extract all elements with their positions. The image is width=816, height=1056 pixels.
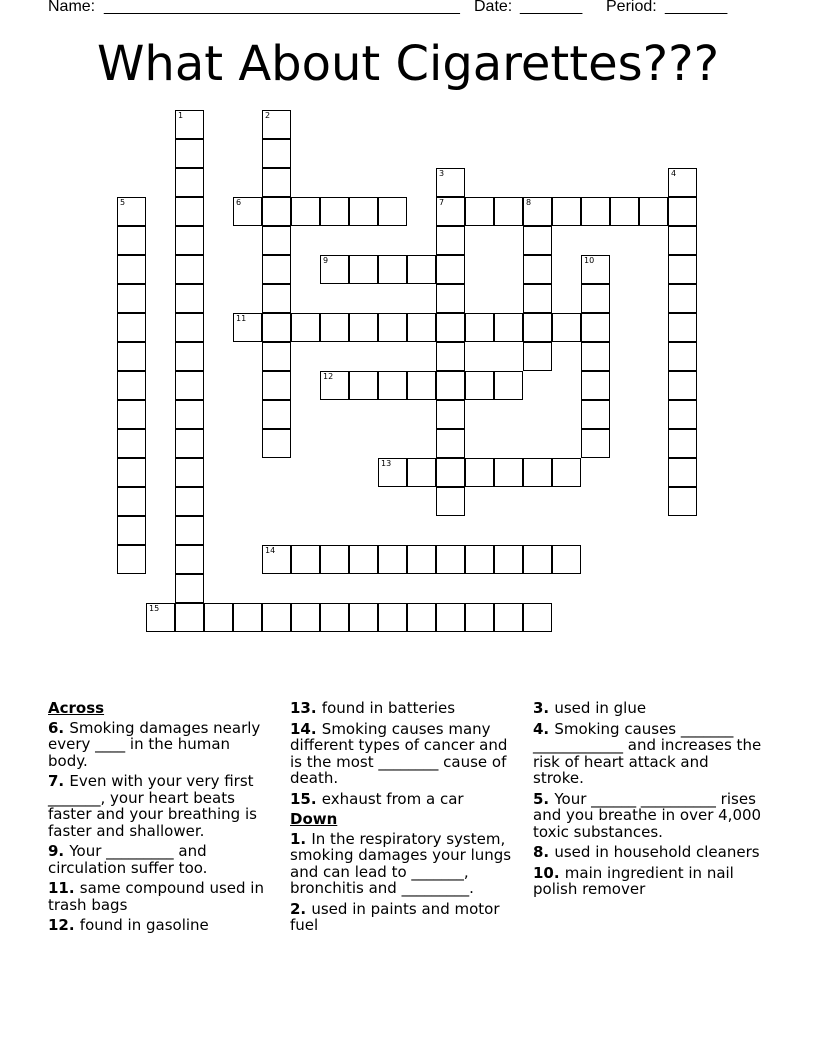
crossword-cell[interactable] [407,458,436,487]
period-label: Period: [606,0,657,15]
crossword-cell[interactable] [407,255,436,284]
crossword-cell[interactable] [581,284,610,313]
clue-number: 4 [671,169,677,178]
crossword-cell[interactable] [552,458,581,487]
crossword-cell[interactable] [494,313,523,342]
crossword-cell[interactable] [523,197,552,226]
crossword-cell[interactable] [581,342,610,371]
crossword-cell[interactable] [523,458,552,487]
clue-text: found in gasoline [79,916,209,934]
crossword-cell[interactable] [117,313,146,342]
crossword-cell[interactable] [146,603,175,632]
crossword-cell[interactable] [552,545,581,574]
clue-number-label: 1. [290,829,312,848]
crossword-cell[interactable] [668,255,697,284]
crossword-cell[interactable] [668,284,697,313]
crossword-cell[interactable] [262,168,291,197]
name-blank: ________________________________________ [104,0,460,15]
crossword-cell[interactable] [581,313,610,342]
clue-number: 1 [178,111,184,120]
across-clue [290,721,522,787]
crossword-cell[interactable] [581,400,610,429]
clue-number: 6 [236,198,242,207]
clue-number-label: 15. [290,789,322,808]
crossword-cell[interactable] [175,574,204,603]
crossword-cell[interactable] [378,545,407,574]
page-title: What About Cigarettes??? [96,36,720,92]
crossword-cell[interactable] [494,603,523,632]
clue-text: In the respiratory system, smoking damages your lungs and can lead to _______, bronchitis and _________. [290,829,512,897]
crossword-cell[interactable] [494,197,523,226]
crossword-cell[interactable] [523,313,552,342]
crossword-cell[interactable] [320,545,349,574]
clue-number: 15 [149,604,160,613]
crossword-cell[interactable] [175,313,204,342]
crossword-cell[interactable] [175,284,204,313]
crossword-cell[interactable] [668,342,697,371]
crossword-cell[interactable] [262,342,291,371]
clue-number-label: 9. [48,842,70,860]
crossword-cell[interactable] [552,197,581,226]
clue-number: 7 [439,198,445,207]
crossword-cell[interactable] [291,197,320,226]
crossword-cell[interactable] [320,603,349,632]
down-clue [290,831,522,897]
period-blank: _______ [665,0,728,15]
crossword-cell[interactable] [668,168,697,197]
crossword-cell[interactable] [175,400,204,429]
crossword-cell[interactable] [465,313,494,342]
clue-number: 3 [439,169,445,178]
clue-number-label: 3. [533,699,555,717]
crossword-cell[interactable] [668,226,697,255]
crossword-cell[interactable] [262,313,291,342]
crossword-cell[interactable] [175,342,204,371]
crossword-cell[interactable] [175,487,204,516]
crossword-cell[interactable] [233,313,262,342]
crossword-cell[interactable] [523,284,552,313]
clue-text: exhaust from a car [321,789,464,808]
crossword-cell[interactable] [523,545,552,574]
crossword-cell[interactable] [581,371,610,400]
clue-text: Smoking damages nearly every ____ in the human body. [48,718,261,770]
crossword-cell[interactable] [494,371,523,400]
crossword-cell[interactable] [349,371,378,400]
crossword-cell[interactable] [436,603,465,632]
crossword-cell[interactable] [117,197,146,226]
crossword-cell[interactable] [668,429,697,458]
crossword-cell[interactable] [291,313,320,342]
crossword-cell[interactable] [262,545,291,574]
crossword-cell[interactable] [668,458,697,487]
clue-column-2 [290,700,522,938]
crossword-cell[interactable] [320,313,349,342]
crossword-cell[interactable] [262,284,291,313]
crossword-cell[interactable] [378,603,407,632]
clue-number-label: 4. [533,719,555,738]
crossword-cell[interactable] [117,400,146,429]
crossword-cell[interactable] [523,226,552,255]
crossword-cell[interactable] [581,255,610,284]
clue-number-label: 7. [48,772,70,790]
crossword-cell[interactable] [349,197,378,226]
crossword-cell[interactable] [175,139,204,168]
crossword-cell[interactable] [117,255,146,284]
crossword-cell[interactable] [262,429,291,458]
crossword-cell[interactable] [436,197,465,226]
clue-number-label: 5. [533,789,555,808]
clue-number-label: 13. [290,699,322,717]
crossword-cell[interactable] [117,487,146,516]
clue-number-label: 8. [533,843,555,861]
clue-text: Smoking causes many different types of cancer and is the most ________ cause of death. [290,719,508,787]
crossword-cell[interactable] [175,458,204,487]
crossword-cell[interactable] [117,429,146,458]
date-blank: _______ [520,0,583,15]
crossword-cell[interactable] [175,603,204,632]
crossword-cell[interactable] [436,168,465,197]
crossword-cell[interactable] [291,545,320,574]
crossword-cell[interactable] [436,400,465,429]
crossword-cell[interactable] [668,371,697,400]
crossword-cell[interactable] [320,371,349,400]
crossword-cell[interactable] [668,313,697,342]
crossword-cell[interactable] [523,603,552,632]
crossword-cell[interactable] [407,313,436,342]
crossword-cell[interactable] [407,603,436,632]
clue-number: 2 [265,111,271,120]
crossword-cell[interactable] [262,226,291,255]
crossword-cell[interactable] [175,516,204,545]
down-clue [533,721,763,787]
name-label: Name: [48,0,96,15]
crossword-cell[interactable] [349,255,378,284]
across-clue [48,880,268,913]
clue-column-3 [533,700,763,902]
crossword-cell[interactable] [349,603,378,632]
clue-text: main ingredient in nail polish remover [533,863,734,898]
crossword-cell[interactable] [668,197,697,226]
crossword-cell[interactable] [436,458,465,487]
crossword-cell[interactable] [436,545,465,574]
crossword-cell[interactable] [436,284,465,313]
crossword-cell[interactable] [117,516,146,545]
crossword-cell[interactable] [436,371,465,400]
down-heading: Down [290,810,338,828]
crossword-cell[interactable] [436,429,465,458]
crossword-cell[interactable] [465,603,494,632]
clue-text: used in household cleaners [554,843,760,861]
clue-number: 14 [265,546,276,555]
crossword-cell[interactable] [378,313,407,342]
crossword-cell[interactable] [175,545,204,574]
down-clue [533,865,763,898]
crossword-cell[interactable] [494,458,523,487]
clue-number: 5 [120,198,126,207]
crossword-cell[interactable] [262,197,291,226]
clue-number: 11 [236,314,247,323]
across-heading: Across [48,699,105,717]
date-label: Date: [474,0,513,15]
crossword-cell[interactable] [465,458,494,487]
crossword-cell[interactable] [581,429,610,458]
crossword-cell[interactable] [233,197,262,226]
crossword-cell[interactable] [349,545,378,574]
crossword-cell[interactable] [262,603,291,632]
clue-text: found in batteries [321,699,456,717]
across-clue [48,843,268,876]
clue-number: 9 [323,256,329,265]
clue-number-label: 12. [48,916,80,934]
crossword-cell[interactable] [117,284,146,313]
crossword-cell[interactable] [262,400,291,429]
crossword-cell[interactable] [436,342,465,371]
crossword-cell[interactable] [175,429,204,458]
across-clue [48,773,268,839]
crossword-cell[interactable] [291,603,320,632]
crossword-cell[interactable] [349,313,378,342]
clue-number: 13 [381,459,392,468]
crossword-cell[interactable] [465,545,494,574]
crossword-cell[interactable] [378,371,407,400]
across-clue [290,791,522,808]
clue-number-label: 11. [48,879,80,897]
crossword-cell[interactable] [436,255,465,284]
crossword-cell[interactable] [494,545,523,574]
down-clue [533,844,763,861]
crossword-cell[interactable] [523,255,552,284]
crossword-cell[interactable] [407,371,436,400]
crossword-cell[interactable] [175,255,204,284]
crossword-cell[interactable] [117,458,146,487]
down-clue [533,700,763,717]
crossword-cell[interactable] [465,197,494,226]
crossword-cell[interactable] [262,255,291,284]
clue-text: Even with your very first _______, your heart beats faster and your breathing is faster and shallower. [48,772,257,840]
clue-number: 8 [526,198,532,207]
crossword-cell[interactable] [436,313,465,342]
crossword-cell[interactable] [320,197,349,226]
crossword-cell[interactable] [378,197,407,226]
crossword-cell[interactable] [175,168,204,197]
crossword-cell[interactable] [175,197,204,226]
crossword-cell[interactable] [117,226,146,255]
crossword-cell[interactable] [117,371,146,400]
clue-text: same compound used in trash bags [48,879,264,914]
crossword-cell[interactable] [465,371,494,400]
crossword-cell[interactable] [175,371,204,400]
crossword-cell[interactable] [117,342,146,371]
clue-column-1 [48,700,268,938]
crossword-cell[interactable] [262,139,291,168]
crossword-cell[interactable] [668,487,697,516]
crossword-cell[interactable] [523,342,552,371]
clue-text: Smoking causes _______ ____________ and increases the risk of heart attack and stroke. [533,719,762,787]
crossword-cell[interactable] [378,255,407,284]
crossword-cell[interactable] [233,603,262,632]
clue-number: 12 [323,372,334,381]
across-clue [48,720,268,770]
across-clue [48,917,268,934]
crossword-cell[interactable] [407,545,436,574]
crossword-cell[interactable] [436,226,465,255]
clue-text: Your ______ __________ rises and you breathe in over 4,000 toxic substances. [533,789,762,841]
crossword-cell[interactable] [552,313,581,342]
clue-number: 10 [584,256,595,265]
crossword-cell[interactable] [175,226,204,255]
crossword-cell[interactable] [378,458,407,487]
clue-text: used in paints and motor fuel [290,899,500,934]
crossword-cell[interactable] [262,110,291,139]
crossword-cell[interactable] [639,197,668,226]
clue-number-label: 10. [533,863,565,882]
down-clue [533,791,763,841]
crossword-cell[interactable] [436,487,465,516]
crossword-cell[interactable] [668,400,697,429]
clue-text: Your _________ and circulation suffer too. [48,842,208,877]
clue-text: used in glue [554,699,647,717]
clue-number-label: 14. [290,719,322,738]
across-clue [290,700,522,717]
clue-number-label: 2. [290,899,312,918]
crossword-cell[interactable] [581,197,610,226]
down-clue [290,901,522,934]
crossword-cell[interactable] [262,371,291,400]
crossword-cell[interactable] [320,255,349,284]
crossword-cell[interactable] [204,603,233,632]
crossword-cell[interactable] [175,110,204,139]
crossword-cell[interactable] [610,197,639,226]
crossword-cell[interactable] [117,545,146,574]
clue-number-label: 6. [48,718,70,737]
